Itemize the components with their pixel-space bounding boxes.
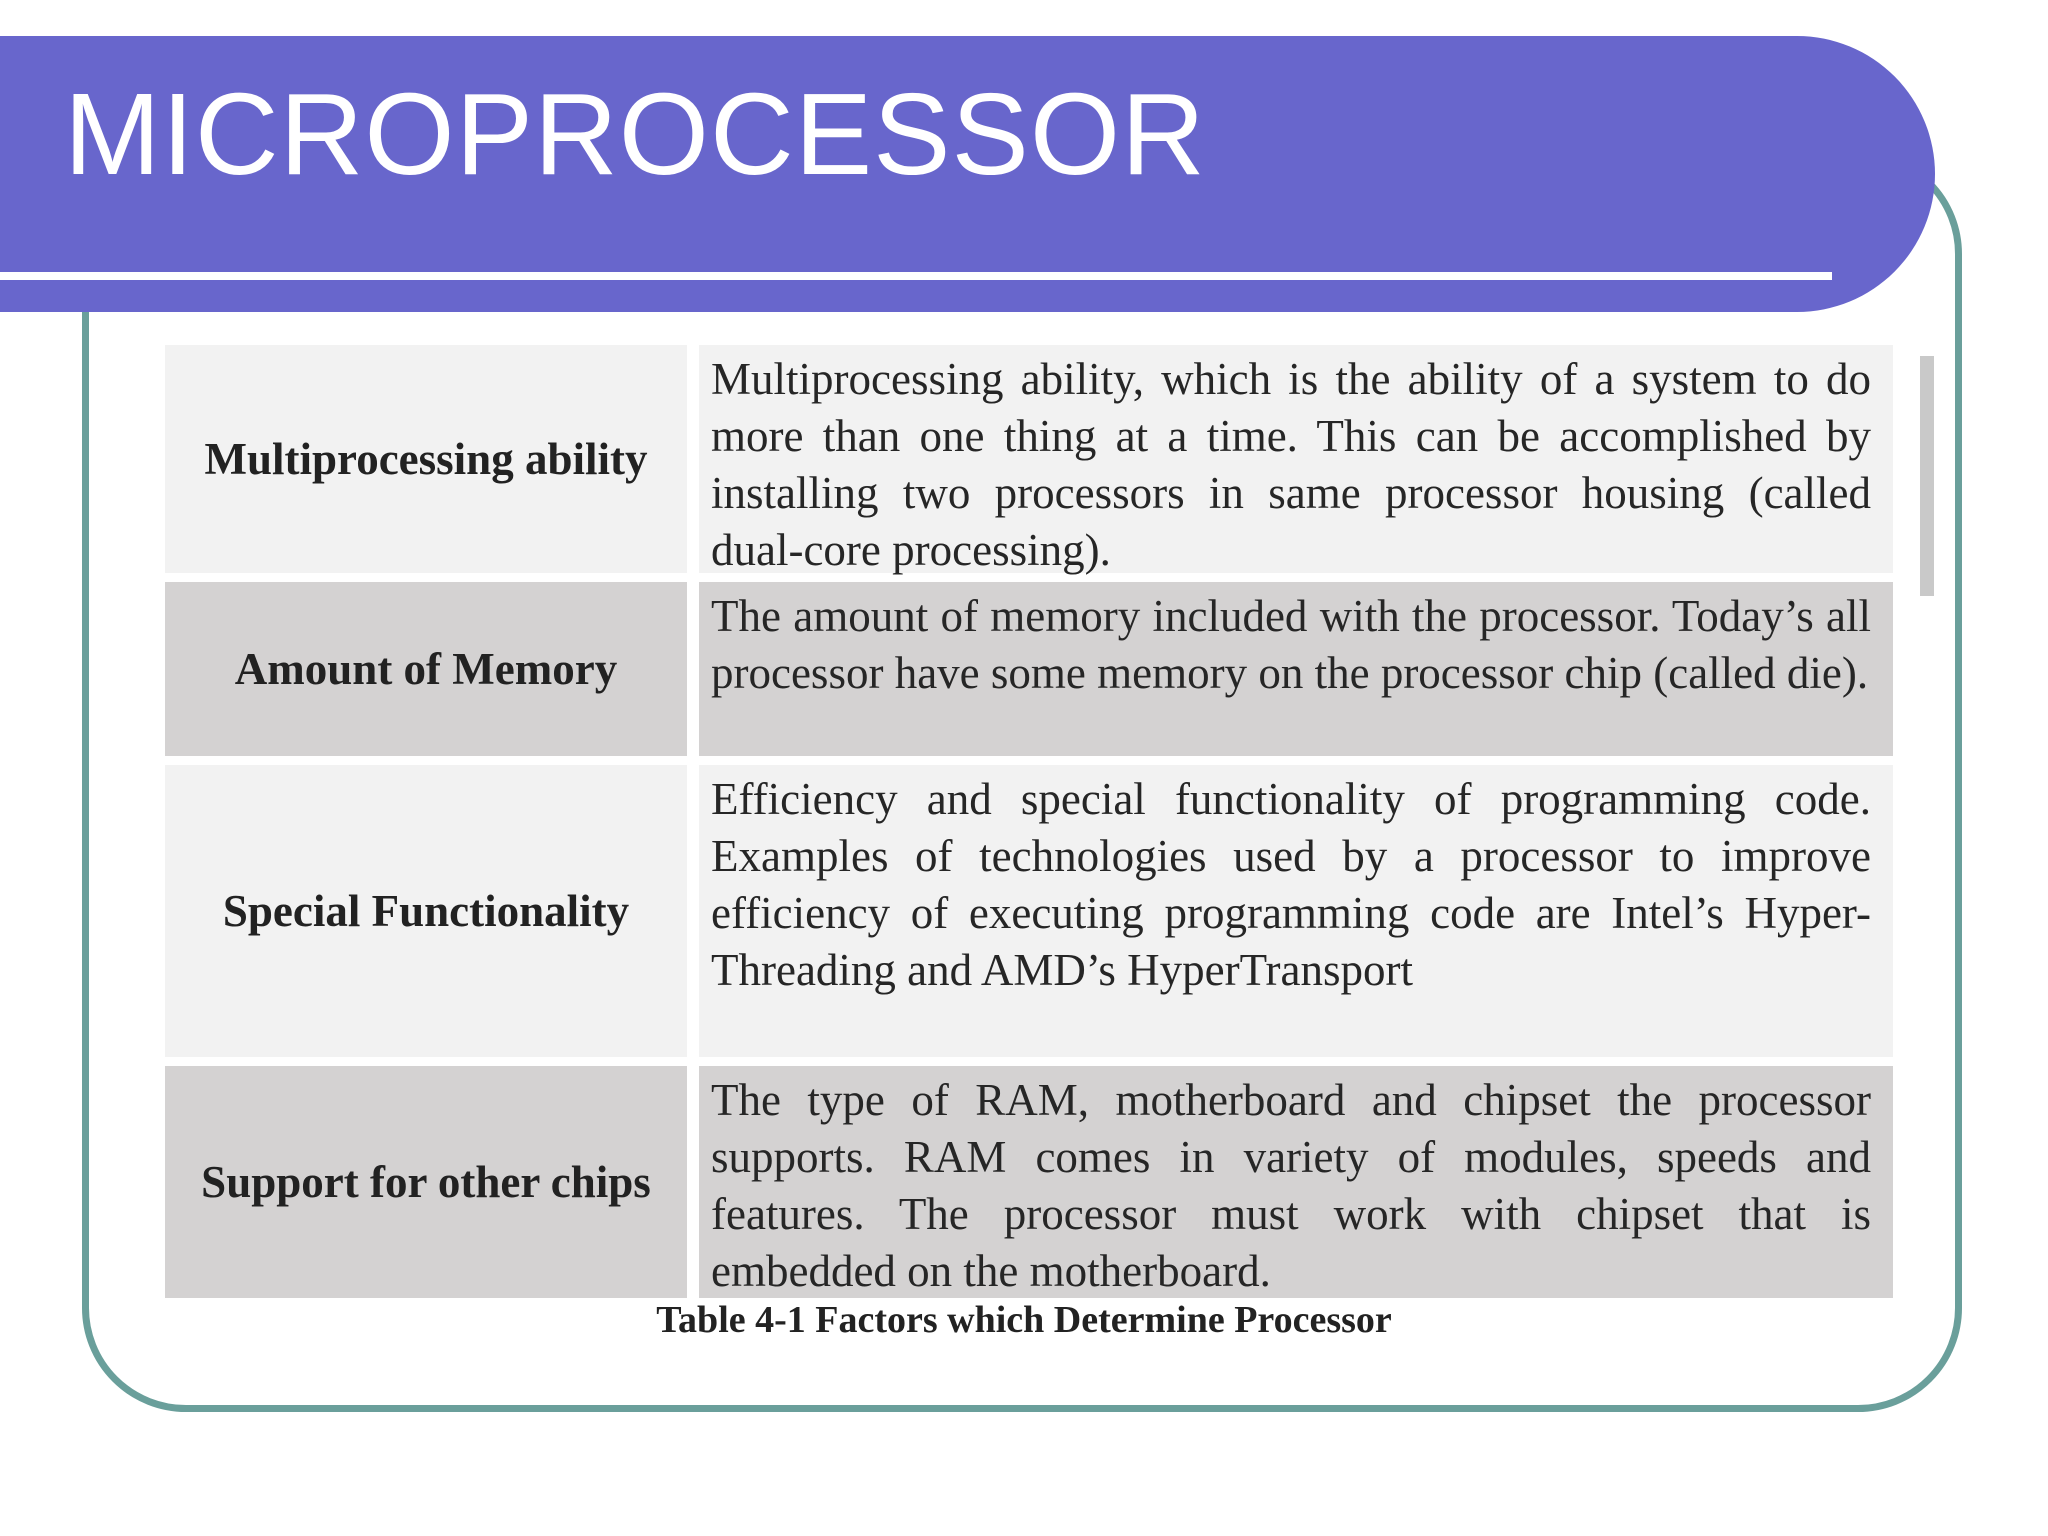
banner-divider [0, 272, 1832, 280]
table-caption: Table 4-1 Factors which Determine Processor [656, 1299, 1392, 1341]
row-label: Support for other chips [165, 1066, 687, 1298]
scroll-indicator [1920, 356, 1934, 596]
table-row [165, 345, 1893, 573]
slide-title: MICROPROCESSOR [64, 69, 1206, 199]
row-description: The type of RAM, motherboard and chipset the processor supports. RAM comes in variety of modules, speeds and features. The processor must work with chipset that is embedded on the motherboard. [699, 1066, 1893, 1298]
table-row [165, 765, 1893, 1057]
factors-table [165, 345, 1893, 1307]
row-description: Efficiency and special functionality of programming code. Examples of technologies used by a processor to improve efficiency of executing programming code are Intel’s Hyper-Threading and AMD’s HyperTransport [699, 765, 1893, 1057]
table-row [165, 1066, 1893, 1298]
row-label: Special Functionality [165, 765, 687, 1057]
row-description: The amount of memory included with the processor. Today’s all processor have some memory on the processor chip (called die). [699, 582, 1893, 756]
row-description: Multiprocessing ability, which is the ability of a system to do more than one thing at a time. This can be accomplished by installing two processors in same processor housing (called dual-core processing). [699, 345, 1893, 573]
row-label: Amount of Memory [165, 582, 687, 756]
table-row [165, 582, 1893, 756]
title-banner [0, 36, 1935, 312]
row-label: Multiprocessing ability [165, 345, 687, 573]
